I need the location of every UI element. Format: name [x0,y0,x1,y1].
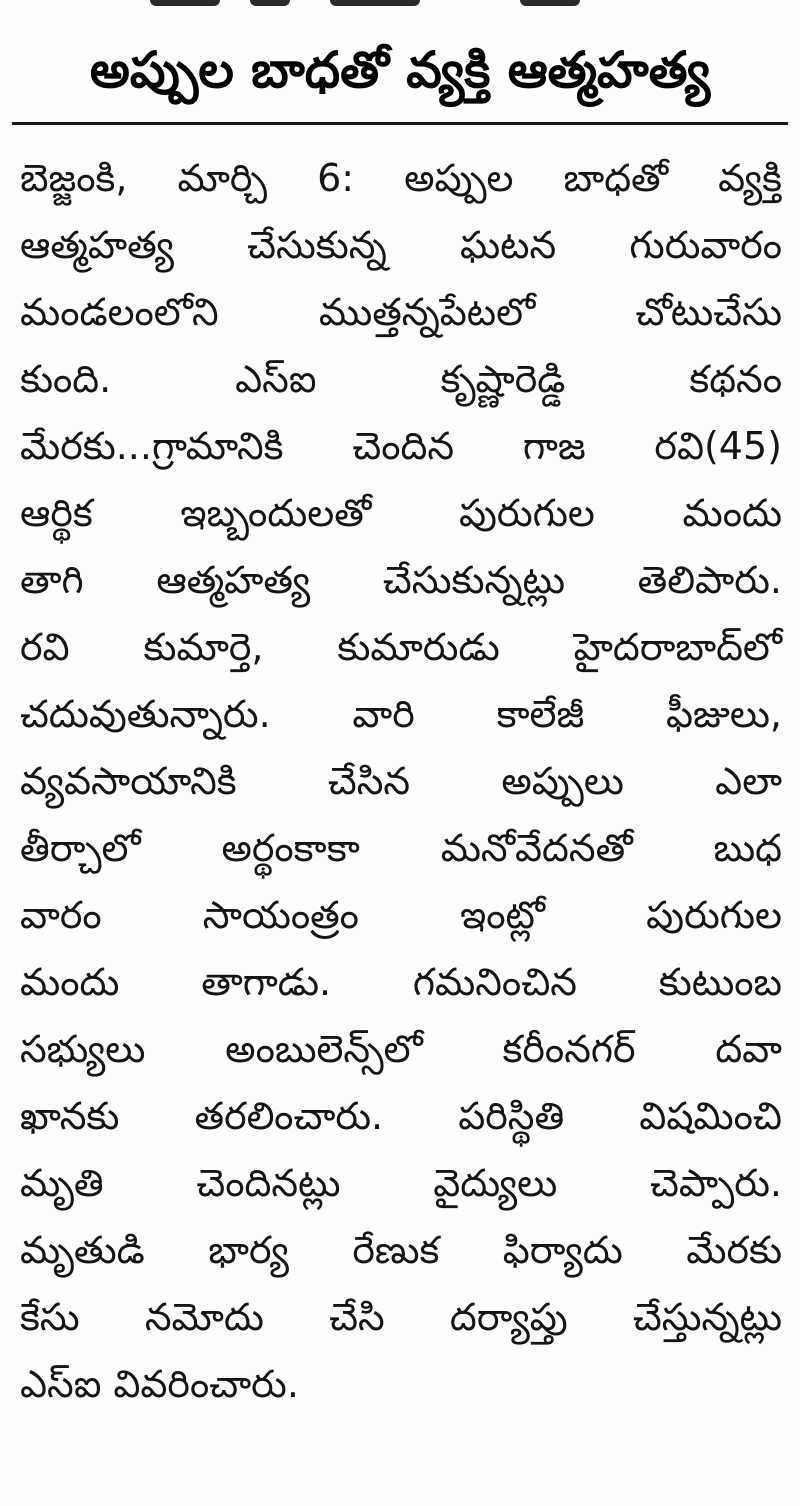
body-line: మందు తాగాడు. గమనించిన కుటుంబ [20,960,782,1004]
body-line: కుంది. ఎస్ఐ కృష్ణారెడ్డి కథనం [20,357,782,401]
body-line: బెజ్జంకి, మార్చి 6: అప్పుల బాధతో వ్యక్తి [20,156,782,200]
body-line: ఆర్థిక ఇబ్బందులతో పురుగుల మందు [20,491,782,535]
body-line: మండలంలోని ముత్తన్నపేటలో చోటుచేసు [20,290,782,334]
article-body [20,145,782,1418]
body-line: సభ్యులు అంబులెన్స్‌లో కరీంనగర్ దవా [20,1027,782,1071]
headline-divider [12,122,788,125]
body-line: ఆత్మహత్య చేసుకున్న ఘటన గురువారం [20,223,782,267]
body-line: తీర్చాలో అర్థంకాకా మనోవేదనతో బుధ [20,826,782,870]
body-line: మృతి చెందినట్లు వైద్యులు చెప్పారు. [20,1161,782,1205]
cropped-previous-text [0,0,800,14]
body-line: ఖానకు తరలించారు. పరిస్థితి విషమించి [20,1094,782,1138]
body-line: కేసు నమోదు చేసి దర్యాప్తు చేస్తున్నట్లు [20,1295,782,1339]
article-headline: అప్పుల బాధతో వ్యక్తి ఆత్మహత్య [89,41,711,99]
body-line: మృతుడి భార్య రేణుక ఫిర్యాదు మేరకు [20,1228,782,1272]
body-line: ఎస్ఐ వివరించారు. [20,1362,299,1406]
body-line: తాగి ఆత్మహత్య చేసుకున్నట్లు తెలిపారు. [20,558,782,602]
body-line: చదువుతున్నారు. వారి కాలేజీ ఫీజులు, [20,692,782,736]
body-line: మేరకు...గ్రామానికి చెందిన గాజ రవి(45) [20,424,782,468]
body-line: వ్యవసాయానికి చేసిన అప్పులు ఎలా [20,759,782,803]
body-line: రవి కుమార్తె, కుమారుడు హైదరాబాద్‌లో [20,625,782,669]
body-line: వారం సాయంత్రం ఇంట్లో పురుగుల [20,893,782,937]
